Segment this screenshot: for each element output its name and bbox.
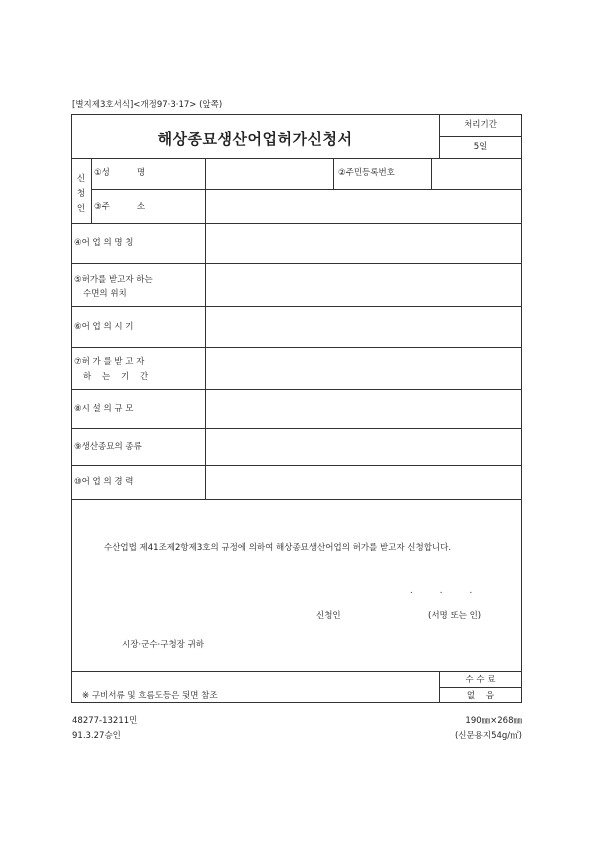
fishery-name-field[interactable] bbox=[206, 224, 521, 263]
paper-type: (신문용지54g/㎡) bbox=[454, 731, 522, 741]
applicant-group-label: 신 청 인 bbox=[76, 174, 86, 214]
water-location-label-line2: 수면의 위치 bbox=[83, 289, 127, 299]
form-approval-number: 48277-13211민 bbox=[72, 716, 138, 726]
date-marks: . . . bbox=[410, 586, 473, 596]
resident-number-label: ②주민등록번호 bbox=[338, 168, 395, 178]
address-field[interactable] bbox=[206, 190, 521, 223]
attachments-note: ※ 구비서류 및 흐름도등은 뒷면 참조 bbox=[82, 691, 218, 701]
approval-date: 91.3.27승인 bbox=[72, 731, 121, 741]
fishery-period-field[interactable] bbox=[206, 307, 521, 347]
name-label: ①성 명 bbox=[94, 168, 146, 178]
addressee: 시장·군수·구청장 귀하 bbox=[122, 640, 205, 650]
fishery-period-label: ⑥어 업 의 시 기 bbox=[74, 322, 134, 332]
address-label: ③주 소 bbox=[94, 202, 146, 212]
facility-scale-field[interactable] bbox=[206, 390, 521, 428]
permit-period-label-line1: ⑦허 가 를 받 고 자 bbox=[74, 357, 145, 367]
permit-period-label-line2: 하 는 기 간 bbox=[83, 372, 149, 382]
resident-number-field[interactable] bbox=[432, 159, 521, 189]
applicant-signature-label: 신청인 bbox=[316, 611, 341, 621]
fishery-career-label: ⑩어 업 의 경 력 bbox=[74, 477, 134, 487]
paper-size: 190㎜×268㎜ bbox=[465, 716, 522, 726]
application-statement: 수산업법 제41조제2항제3호의 규정에 의하여 해상종묘생산어업의 허가를 받고자 신청합니다. bbox=[104, 543, 452, 553]
seed-type-label: ⑨생산종묘의 종류 bbox=[74, 442, 142, 452]
form-reference-note: [별지제3호서식]<개정97·3·17> (앞쪽) bbox=[72, 100, 223, 110]
processing-period-label: 처리기간 bbox=[464, 120, 497, 130]
water-location-label-line1: ⑤허가를 받고자 하는 bbox=[74, 275, 153, 285]
name-field[interactable] bbox=[206, 159, 333, 189]
applicant-signature-field[interactable] bbox=[350, 606, 424, 622]
sign-or-seal-label: (서명 또는 인) bbox=[428, 611, 482, 621]
facility-scale-label: ⑧시 설 의 규 모 bbox=[74, 404, 134, 414]
fee-value: 없 음 bbox=[466, 691, 495, 701]
processing-period-value: 5일 bbox=[473, 142, 488, 152]
permit-period-field[interactable] bbox=[206, 348, 521, 389]
fishery-career-field[interactable] bbox=[206, 466, 521, 499]
water-location-field[interactable] bbox=[206, 264, 521, 306]
seed-type-field[interactable] bbox=[206, 429, 521, 465]
form-title: 해상종묘생산어업허가신청서 bbox=[157, 130, 353, 148]
fee-label: 수 수 료 bbox=[465, 675, 496, 685]
fishery-name-label: ④어 업 의 명 칭 bbox=[74, 238, 134, 248]
